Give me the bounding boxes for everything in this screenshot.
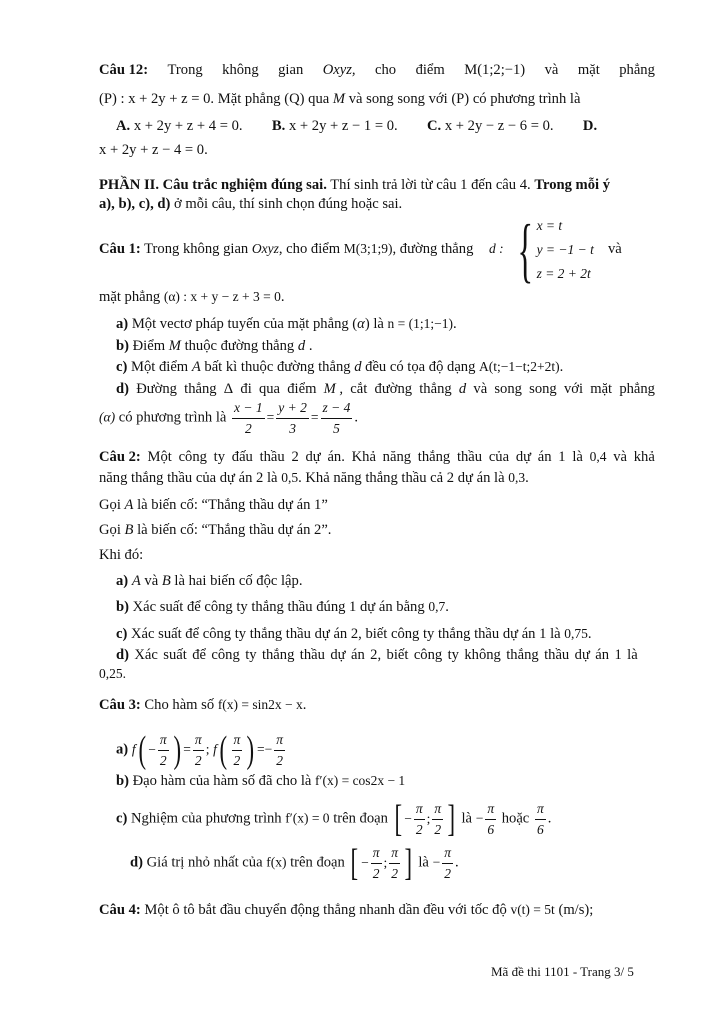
equals: = bbox=[183, 741, 191, 757]
event-symbol: B bbox=[161, 573, 171, 589]
text: trên đoạn bbox=[290, 854, 345, 871]
point-m: M(3;1;9) bbox=[343, 241, 393, 256]
word: Δ bbox=[223, 381, 234, 397]
c3-item-b bbox=[116, 773, 405, 791]
option-a-text: x + 2y + z + 4 = 0. bbox=[133, 118, 243, 134]
c1-label: Câu 1: bbox=[99, 241, 141, 257]
c3-item-d: d) Giá trị nhỏ nhất của f(x) trên đoạn [ − $\frac{\pi}{2}$ ; $\frac{\pi}{2}$ ] là − $\frac{\pi}{2}$ . bbox=[130, 842, 459, 884]
word: thắng bbox=[506, 647, 539, 663]
q12-label: Câu 12: bbox=[99, 62, 149, 78]
function: f(x) = sin2x − x bbox=[217, 697, 303, 712]
word: gian bbox=[278, 62, 304, 78]
text: Một ô tô bắt đầu chuyển động thẳng nhanh dần đều với tốc độ bbox=[144, 902, 507, 918]
numerator: π bbox=[389, 845, 400, 864]
part2-instruction-rest: ở mỗi câu, thí sinh chọn đúng hoặc sai. bbox=[170, 196, 403, 212]
numerator: x − 1 bbox=[232, 400, 265, 419]
denominator: 2 bbox=[391, 865, 399, 881]
word: cho bbox=[375, 62, 397, 78]
sys-row-z: z = 2 + 2t bbox=[536, 266, 591, 281]
word: ty bbox=[245, 647, 257, 663]
text: Gọi bbox=[99, 497, 121, 513]
word: qua bbox=[258, 381, 281, 397]
value: 0,3 bbox=[508, 470, 526, 485]
text: Khi đó: bbox=[99, 547, 144, 563]
word: cắt bbox=[350, 381, 368, 397]
value: 0,7 bbox=[428, 599, 446, 614]
text: Xác suất để công ty thắng thầu dự án 2, biết công ty thắng thầu dự án 1 là bbox=[131, 626, 561, 642]
event-symbol: A bbox=[124, 497, 134, 513]
denominator: 2 bbox=[444, 865, 451, 881]
line-d-system bbox=[508, 210, 594, 290]
c3-item-c: c) Nghiệm của phương trình f′(x) = 0 trên đoạn [ − $\frac{\pi}{2}$ ; $\frac{\pi}{2}$ ] là − $\frac{\pi}{6}$ hoặc $\frac{\pi}{6}$ . bbox=[116, 798, 552, 840]
item-key: c) bbox=[116, 626, 128, 642]
word: án bbox=[595, 647, 610, 663]
numerator: π bbox=[535, 801, 546, 820]
fraction-pi-2 bbox=[371, 845, 382, 881]
minus: − bbox=[264, 741, 273, 757]
text: Gọi bbox=[99, 522, 121, 538]
numerator: π bbox=[442, 845, 453, 864]
separator: ; bbox=[205, 741, 210, 757]
equation: f′(x) = 0 bbox=[285, 810, 330, 826]
numerator: π bbox=[274, 732, 285, 751]
c2-line-2 bbox=[99, 470, 529, 488]
text: là biến cố: “Thắng thầu dự án 2”. bbox=[137, 522, 332, 538]
word: 2, bbox=[370, 647, 382, 663]
event-symbol: A bbox=[131, 573, 141, 589]
line-d-name bbox=[489, 241, 504, 259]
plane-p-equation: (P) : x + 2y + z = 0. bbox=[99, 91, 215, 107]
numerator: π bbox=[414, 801, 425, 820]
c2-label: Câu 2: bbox=[99, 449, 141, 465]
normal-vector: n = (1;1;−1) bbox=[387, 316, 454, 331]
plane-p: (P) bbox=[451, 91, 470, 107]
fraction-y bbox=[276, 400, 309, 436]
word: M , bbox=[323, 381, 344, 397]
text: đều có tọa độ dạng bbox=[365, 359, 476, 375]
text: trên đoạn bbox=[333, 810, 388, 827]
q12-options bbox=[116, 118, 597, 136]
word: là bbox=[572, 449, 583, 465]
c2-event-b bbox=[99, 522, 331, 540]
line-symbol: d bbox=[297, 338, 306, 354]
text: và bbox=[144, 573, 159, 589]
word: Xác bbox=[134, 647, 158, 663]
denominator: 2 bbox=[159, 752, 167, 768]
minus: − bbox=[432, 854, 441, 870]
numerator: π bbox=[485, 801, 496, 820]
item-key: a) bbox=[116, 573, 129, 589]
text: năng thắng thầu của dự án 2 là bbox=[99, 470, 278, 486]
dot: . bbox=[445, 599, 449, 615]
word: đi bbox=[240, 381, 252, 397]
text: ) là bbox=[364, 316, 384, 332]
word: dự bbox=[330, 647, 346, 663]
text: bất kì thuộc đường thẳng bbox=[204, 359, 351, 375]
function-name: f bbox=[131, 741, 136, 757]
word: ty bbox=[447, 647, 459, 663]
point-m: M(1;2;−1) bbox=[464, 62, 526, 78]
word: thắng bbox=[417, 449, 451, 465]
numerator: z − 4 bbox=[321, 400, 353, 419]
c1-and bbox=[608, 241, 622, 259]
word: công bbox=[413, 647, 443, 663]
item-key: d) bbox=[130, 854, 143, 871]
word: d bbox=[458, 381, 467, 397]
dot: . bbox=[525, 470, 529, 486]
item-key: c) bbox=[116, 810, 128, 827]
text: và song song với bbox=[348, 91, 448, 107]
denominator: 6 bbox=[536, 821, 544, 837]
q12-line-1 bbox=[99, 62, 655, 80]
point-symbol: M bbox=[168, 338, 181, 354]
c4-stem bbox=[99, 902, 593, 920]
c4-label: Câu 4: bbox=[99, 902, 141, 918]
word: dự bbox=[305, 449, 321, 465]
numerator: π bbox=[371, 845, 382, 864]
text: Xác suất để công ty thắng thầu đúng 1 dự án bằng bbox=[132, 599, 425, 615]
part2-instruction: Thí sinh trả lời từ câu 1 đến câu 4. bbox=[326, 177, 535, 193]
c3-label: Câu 3: bbox=[99, 697, 141, 713]
part2-heading bbox=[99, 177, 610, 195]
denominator: 2 bbox=[233, 752, 241, 768]
fraction-pi-2 bbox=[193, 732, 204, 768]
word: án bbox=[350, 647, 365, 663]
c3-item-a: a) f ( − $\frac{\pi}{2}$ ) = $\frac{\pi}{2}$ ; f ( $\frac{\pi}{2}$ ) =− $\frac{\pi}{2}$ bbox=[116, 729, 283, 771]
dot: . bbox=[454, 854, 459, 871]
fraction-pi-2 bbox=[158, 732, 169, 768]
plane-alpha: (α) bbox=[99, 409, 116, 425]
word: không bbox=[222, 62, 259, 78]
alpha: α bbox=[357, 316, 365, 332]
c1-item-d-line-1 bbox=[116, 381, 655, 399]
word: công bbox=[178, 449, 207, 465]
item-key: d) bbox=[116, 381, 129, 397]
text: Mặt phẳng bbox=[217, 91, 281, 107]
minus: − bbox=[148, 741, 156, 757]
word: 2 bbox=[291, 449, 299, 465]
text: , đường thẳng bbox=[392, 241, 474, 257]
text: có phương trình là bbox=[472, 91, 581, 107]
fraction-z bbox=[321, 400, 353, 436]
part2-instruction-bold: Trong mỗi ý bbox=[534, 177, 611, 193]
word: biết bbox=[386, 647, 409, 663]
numerator: y + 2 bbox=[276, 400, 309, 419]
word: khả bbox=[633, 449, 655, 465]
q12-option-d-line bbox=[99, 142, 208, 160]
denominator: 6 bbox=[487, 821, 495, 837]
option-d-key: D. bbox=[582, 118, 598, 134]
word: thầu bbox=[299, 647, 325, 663]
minus: − bbox=[404, 810, 412, 826]
value: 0,25. bbox=[99, 666, 126, 681]
point-symbol: A bbox=[191, 359, 201, 375]
text: , cho điểm bbox=[278, 241, 341, 257]
numerator: π bbox=[432, 801, 443, 820]
c1-item-c: c) Một điểm A bất kì thuộc đường thẳng d đều có tọa độ dạng A(t;−1−t;2+2t). bbox=[116, 359, 564, 375]
item-key: a) bbox=[116, 741, 129, 758]
dot: . bbox=[587, 626, 592, 642]
word: Khả bbox=[351, 449, 376, 465]
word: Một bbox=[147, 449, 172, 465]
word: để bbox=[192, 647, 206, 663]
word: của bbox=[488, 449, 510, 465]
fraction-x bbox=[232, 400, 265, 436]
c1-plane-line: mặt phẳng (α) : x + y − z + 3 = 0. bbox=[99, 289, 285, 305]
sys-row-y: y = −1 − t bbox=[536, 242, 594, 257]
minus: − bbox=[475, 810, 484, 826]
word: dự bbox=[515, 449, 532, 465]
c2-item-c bbox=[116, 626, 592, 644]
c2-item-a bbox=[116, 573, 302, 591]
text: . Khả năng thắng thầu cả 2 dự án là bbox=[298, 470, 505, 486]
option-b-key: B. bbox=[271, 118, 286, 134]
text: Điểm bbox=[132, 338, 166, 354]
event-symbol: B bbox=[124, 522, 134, 538]
fraction-pi-2 bbox=[389, 845, 400, 881]
word: án bbox=[537, 449, 552, 465]
word: mặt bbox=[590, 381, 613, 397]
text: là bbox=[461, 810, 473, 827]
fraction-pi-2 bbox=[274, 732, 285, 768]
sys-row-x: x = t bbox=[536, 218, 563, 233]
text: mặt phẳng bbox=[99, 289, 161, 305]
word: công bbox=[211, 647, 240, 663]
unit: (m/s); bbox=[558, 902, 594, 918]
item-key: b) bbox=[116, 599, 129, 615]
brace: { bbox=[517, 210, 534, 290]
plane-q: (Q) bbox=[284, 91, 305, 107]
word: ty bbox=[213, 449, 226, 465]
point-form: A(t;−1−t;2+2t) bbox=[479, 359, 560, 374]
q12-line-2 bbox=[99, 91, 580, 109]
word: dự bbox=[574, 647, 590, 663]
point-m-symbol: M bbox=[332, 91, 346, 107]
item-key: a) bbox=[116, 316, 129, 332]
word: là bbox=[627, 647, 638, 663]
text: Giá trị nhỏ nhất của bbox=[146, 854, 263, 871]
denominator: 2 bbox=[194, 752, 202, 768]
word: với bbox=[563, 381, 584, 397]
word: đấu bbox=[231, 449, 253, 465]
dot: . bbox=[547, 810, 552, 827]
word: thầu bbox=[456, 449, 483, 465]
fraction-pi-6 bbox=[535, 801, 546, 837]
text: Trong không gian bbox=[144, 241, 249, 257]
word: thầu bbox=[259, 449, 285, 465]
velocity: v(t) = 5t bbox=[510, 902, 555, 917]
numerator: π bbox=[232, 732, 243, 751]
c2-item-d-line-2 bbox=[99, 666, 126, 684]
denominator: 5 bbox=[333, 420, 340, 436]
word: Trong bbox=[167, 62, 203, 78]
function: f(x) bbox=[266, 854, 287, 870]
word: đường bbox=[374, 381, 413, 397]
word: phẳng bbox=[619, 381, 655, 397]
word: và bbox=[544, 62, 559, 78]
option-c-key: C. bbox=[427, 118, 442, 134]
part2-heading-line-2 bbox=[99, 196, 402, 214]
denominator: 3 bbox=[289, 420, 296, 436]
value: 0,5 bbox=[281, 470, 299, 485]
c1-item-a: a) Một vectơ pháp tuyến của mặt phẳng (α) là n = (1;1;−1). bbox=[116, 316, 457, 332]
text: là bbox=[418, 854, 429, 871]
denominator: 2 bbox=[276, 752, 283, 768]
word: suất bbox=[163, 647, 187, 663]
item-key: d) bbox=[116, 647, 129, 663]
word: thắng bbox=[261, 647, 295, 663]
word: phẳng bbox=[619, 62, 655, 78]
option-b-text: x + 2y + z − 1 = 0. bbox=[288, 118, 398, 134]
word: thầu bbox=[544, 647, 570, 663]
text: Nghiệm của phương trình bbox=[131, 810, 282, 827]
c2-then bbox=[99, 547, 143, 565]
space-name: Oxyz bbox=[251, 241, 279, 256]
c1-item-b: b) Điểm M thuộc đường thẳng d . bbox=[116, 338, 313, 354]
word: song bbox=[494, 381, 522, 397]
fraction-pi-2 bbox=[232, 732, 243, 768]
fraction-pi-2 bbox=[432, 801, 443, 837]
text: hoặc bbox=[501, 810, 530, 827]
plane-alpha-equation: (α) : x + y − z + 3 = 0 bbox=[163, 289, 281, 304]
text: Một vectơ pháp tuyến của mặt phẳng ( bbox=[131, 316, 358, 332]
value: 0,75 bbox=[564, 626, 588, 641]
space-name: Oxyz, bbox=[322, 62, 356, 78]
option-a-key: A. bbox=[116, 118, 131, 134]
part2-items-bold: a), b), c), d) bbox=[99, 196, 171, 212]
c1-stem bbox=[99, 241, 473, 259]
function-name: f bbox=[213, 741, 217, 757]
line-symbol: d bbox=[354, 359, 362, 375]
numerator: π bbox=[193, 732, 204, 751]
line-d-label: d : bbox=[489, 241, 504, 256]
part2-title: PHẦN II. Câu trắc nghiệm đúng sai. bbox=[99, 177, 327, 193]
word: Đường bbox=[136, 381, 177, 397]
text: Cho hàm số bbox=[144, 697, 215, 713]
denominator: 2 bbox=[415, 821, 423, 837]
word: điểm bbox=[287, 381, 317, 397]
c3-stem bbox=[99, 697, 306, 715]
item-key: c) bbox=[116, 359, 128, 375]
word: thẳng bbox=[419, 381, 452, 397]
denominator: 2 bbox=[434, 821, 442, 837]
word: song bbox=[529, 381, 557, 397]
text: thuộc đường thẳng bbox=[184, 338, 295, 354]
word: 1 bbox=[614, 647, 622, 663]
fraction-pi-6 bbox=[485, 801, 496, 837]
equals: = bbox=[256, 741, 265, 757]
text: là hai biến cố độc lập. bbox=[174, 573, 303, 589]
text: là biến cố: “Thắng thầu dự án 1” bbox=[137, 497, 328, 513]
option-d-text: x + 2y + z − 4 = 0. bbox=[99, 142, 208, 158]
word: án. bbox=[327, 449, 345, 465]
word: và bbox=[473, 381, 488, 397]
word: không bbox=[464, 647, 501, 663]
text: qua bbox=[308, 91, 330, 107]
item-key: b) bbox=[116, 338, 129, 354]
c2-item-d-line-1 bbox=[116, 647, 638, 665]
word: 1 bbox=[558, 449, 566, 465]
word: điểm bbox=[415, 62, 445, 78]
c2-item-b bbox=[116, 599, 449, 617]
item-key: b) bbox=[116, 773, 129, 789]
page-footer: Mã đề thi 1101 - Trang 3/ 5 bbox=[491, 964, 634, 979]
c2-line-1 bbox=[99, 449, 655, 467]
value: 0,4 bbox=[589, 449, 607, 464]
fraction-pi-2 bbox=[414, 801, 425, 837]
denominator: 2 bbox=[372, 865, 380, 881]
word: mặt bbox=[577, 62, 600, 78]
minus: − bbox=[361, 854, 369, 870]
word: năng bbox=[382, 449, 412, 465]
word: và bbox=[613, 449, 627, 465]
c2-event-a bbox=[99, 497, 328, 515]
word: thẳng bbox=[184, 381, 217, 397]
c1-item-d-line-2: (α) có phương trình là $\frac{x - 1}{2}$ = $\frac{y + 2}{3}$ = $\frac{z - 4}{5}$ . bbox=[99, 400, 359, 436]
text: Đạo hàm của hàm số đã cho là bbox=[132, 773, 312, 789]
dot: . bbox=[302, 697, 307, 713]
denominator: 2 bbox=[244, 420, 252, 436]
numerator: π bbox=[158, 732, 169, 751]
option-c-text: x + 2y − z − 6 = 0. bbox=[444, 118, 554, 134]
text: và bbox=[608, 241, 622, 257]
fraction-pi-2 bbox=[442, 845, 453, 881]
text: Một điểm bbox=[131, 359, 189, 375]
derivative: f′(x) = cos2x − 1 bbox=[315, 773, 406, 788]
text: có phương trình là bbox=[118, 409, 227, 426]
